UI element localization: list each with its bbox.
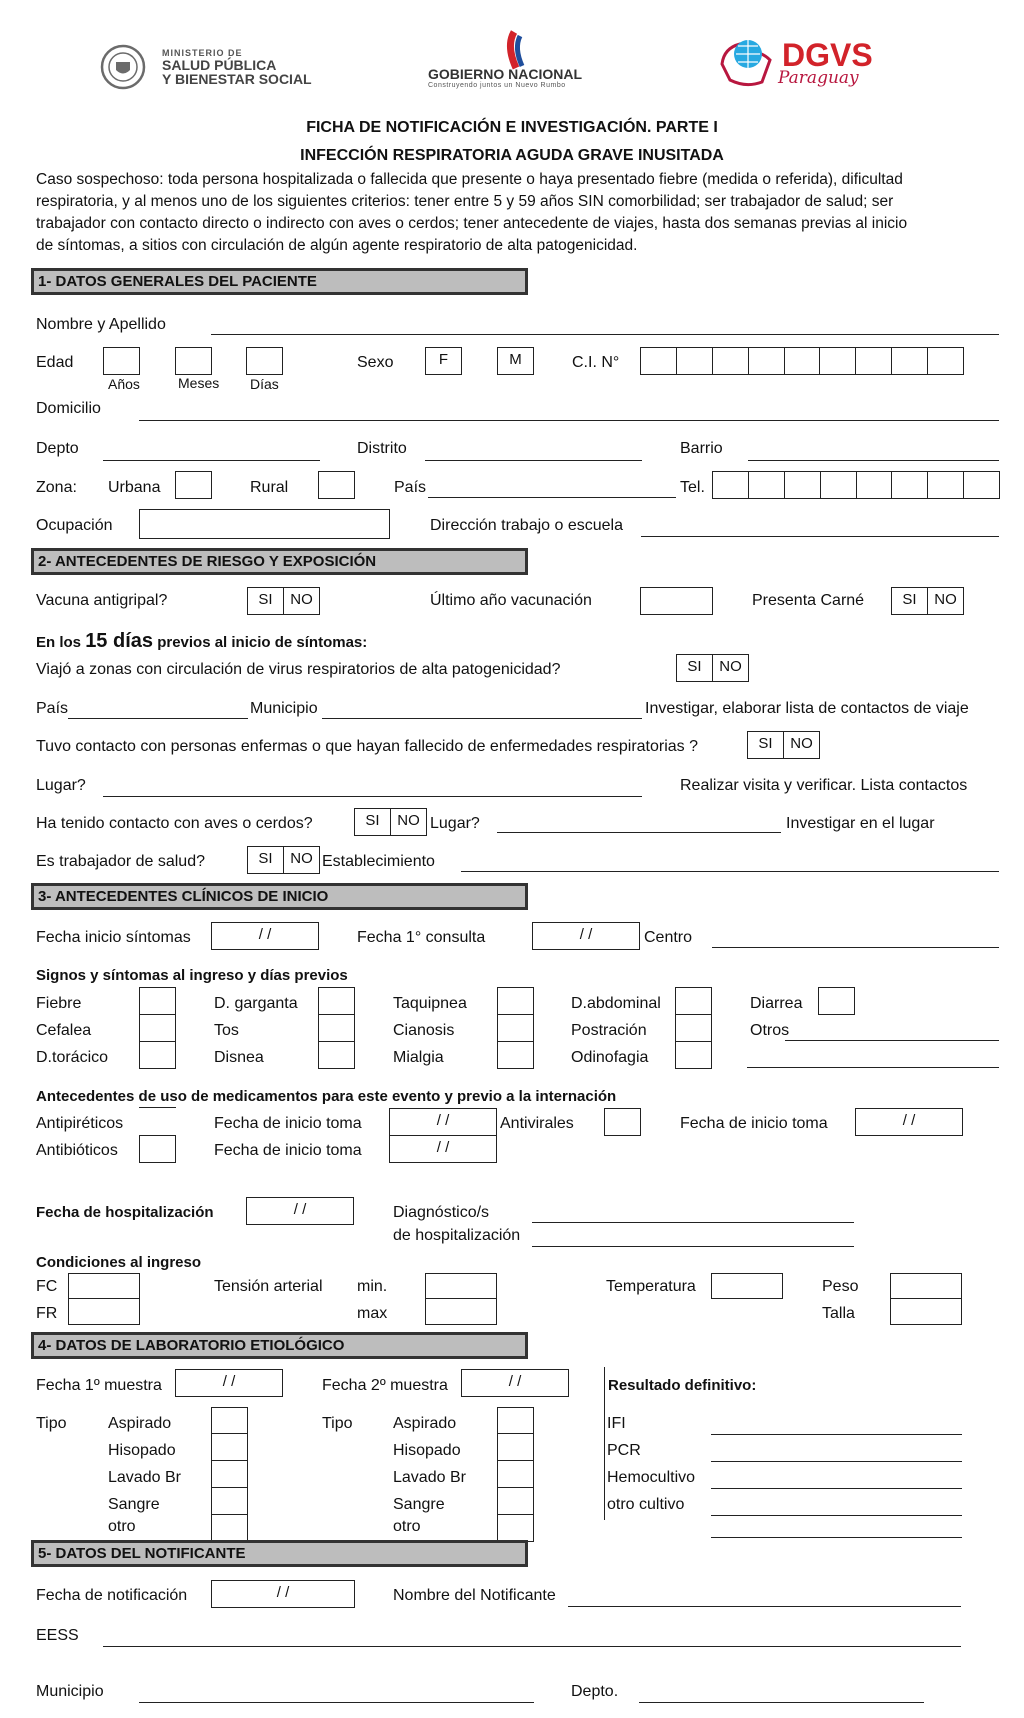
- symptom-checkbox-col-4[interactable]: [675, 987, 712, 1069]
- gobierno-subtitle: Construyendo juntos un Nuevo Rumbo: [428, 82, 566, 89]
- divider: [211, 1487, 248, 1488]
- rural-label: Rural: [250, 479, 289, 496]
- contacto-si-box[interactable]: SI: [747, 731, 784, 759]
- symptom-label: D.abdominal: [571, 995, 661, 1012]
- resultado-item: otro cultivo: [607, 1496, 685, 1513]
- divider: [318, 1041, 355, 1042]
- en-los-text: En los: [36, 634, 82, 651]
- viajo-no-box[interactable]: NO: [712, 654, 749, 682]
- sexo-label: Sexo: [357, 354, 394, 371]
- temperatura-field[interactable]: [711, 1273, 783, 1299]
- fecha-hosp-label: Fecha de hospitalización: [36, 1204, 214, 1221]
- ministry-seal-icon: [100, 44, 146, 90]
- form-title: FICHA DE NOTIFICACIÓN E INVESTIGACIÓN. PARTE I: [306, 119, 718, 136]
- divider: [425, 1298, 497, 1299]
- fecha-hosp-field[interactable]: / /: [246, 1197, 354, 1225]
- peso-label: Peso: [822, 1278, 859, 1295]
- divider: [211, 1460, 248, 1461]
- symptom-checkbox-col-1[interactable]: [139, 987, 176, 1069]
- eess-label: EESS: [36, 1627, 79, 1644]
- centro-label: Centro: [644, 929, 693, 946]
- direccion-field[interactable]: [641, 536, 999, 537]
- ci-field[interactable]: [640, 347, 964, 375]
- ministry-line3: Y BIENESTAR SOCIAL: [162, 71, 312, 87]
- ocupacion-field[interactable]: [139, 509, 390, 539]
- barrio-label: Barrio: [680, 440, 723, 457]
- symptom-label: Otros: [750, 1022, 790, 1039]
- rural-box[interactable]: [318, 471, 355, 499]
- depto-label: Depto: [36, 440, 79, 457]
- symptom-label: D.torácico: [36, 1049, 109, 1066]
- section3-header: 3- ANTECEDENTES CLÍNICOS DE INICIO: [31, 883, 528, 910]
- diagnostico-label: Diagnóstico/s: [393, 1204, 490, 1221]
- urbana-box[interactable]: [175, 471, 212, 499]
- symptom-label: Taquipnea: [393, 995, 467, 1012]
- fecha-toma-antivirales[interactable]: / /: [855, 1108, 963, 1136]
- fecha-toma-antibioticos[interactable]: / /: [389, 1135, 497, 1163]
- form-subtitle: INFECCIÓN RESPIRATORIA AGUDA GRAVE INUSITADA: [300, 147, 724, 164]
- medicamentos-heading: Antecedentes de uso de medicamentos para este evento y previo a la internación: [36, 1088, 617, 1105]
- tel-field[interactable]: [712, 471, 1000, 499]
- carne-label: Presenta Carné: [752, 592, 865, 609]
- symptom-label: D. garganta: [214, 995, 298, 1012]
- resultado-item: IFI: [607, 1415, 626, 1432]
- pais-field[interactable]: [428, 497, 676, 498]
- tel-label: Tel.: [680, 479, 705, 496]
- viaje-municipio-label: Municipio: [250, 700, 318, 717]
- divider: [604, 1367, 605, 1520]
- tension-field[interactable]: [425, 1273, 497, 1325]
- realizar-visita-note: Realizar visita y verificar. Lista contactos: [680, 777, 968, 794]
- viaje-pais-field[interactable]: [68, 718, 248, 719]
- notif-municipio-label: Municipio: [36, 1683, 104, 1700]
- vacuna-label: Vacuna antigripal?: [36, 592, 168, 609]
- tipo-item: otro: [393, 1518, 421, 1535]
- diarrea-checkbox[interactable]: [818, 987, 855, 1015]
- symptom-checkbox-col-3[interactable]: [497, 987, 534, 1069]
- aves-si-box[interactable]: SI: [354, 808, 391, 836]
- diagnostico-field[interactable]: [532, 1222, 854, 1223]
- gobierno-title: GOBIERNO NACIONAL: [428, 66, 582, 82]
- resultado-otro-field-2[interactable]: [711, 1537, 962, 1538]
- ministry-line2: SALUD PÚBLICA: [162, 57, 277, 73]
- fc-label: FC: [36, 1278, 58, 1295]
- resultado-ifi-field[interactable]: [711, 1434, 962, 1435]
- resultado-hemocultivo-field[interactable]: [711, 1488, 962, 1489]
- fecha-notificacion-field[interactable]: / /: [211, 1580, 355, 1608]
- gobierno-flag-icon: [500, 30, 530, 70]
- sexo-m-box[interactable]: M: [497, 347, 534, 375]
- symptom-label: Tos: [214, 1022, 239, 1039]
- antibioticos-checkbox[interactable]: [139, 1135, 176, 1163]
- symptom-label: Odinofagia: [571, 1049, 649, 1066]
- aves-lugar-field[interactable]: [497, 832, 781, 833]
- section1-header: 1- DATOS GENERALES DEL PACIENTE: [31, 268, 528, 295]
- fecha-toma-label: Fecha de inicio toma: [214, 1115, 362, 1132]
- symptom-label: Disnea: [214, 1049, 264, 1066]
- vacuna-no-box[interactable]: NO: [283, 587, 320, 615]
- dias-label: Días: [250, 376, 279, 392]
- aves-no-box[interactable]: NO: [390, 808, 427, 836]
- talla-label: Talla: [822, 1305, 855, 1322]
- notif-depto-field[interactable]: [639, 1702, 924, 1703]
- quince-dias-heading: [36, 630, 367, 653]
- ultimo-anio-field[interactable]: [640, 587, 713, 615]
- tipo-item: otro: [108, 1518, 136, 1535]
- investigar-lugar-note: Investigar en el lugar: [786, 815, 935, 832]
- tipo1-checkboxes[interactable]: [211, 1407, 248, 1542]
- fecha1-field[interactable]: / /: [175, 1369, 283, 1397]
- divider: [497, 1041, 534, 1042]
- antipireticos-field[interactable]: [139, 1107, 176, 1108]
- diagnostico-field-2[interactable]: [532, 1246, 854, 1247]
- divider: [139, 1041, 176, 1042]
- resultado-heading: Resultado definitivo:: [608, 1377, 757, 1394]
- symptom-label: Diarrea: [750, 995, 803, 1012]
- urbana-label: Urbana: [108, 479, 161, 496]
- ocupacion-label: Ocupación: [36, 517, 113, 534]
- tipo-item: Sangre: [393, 1496, 445, 1513]
- divider: [318, 1014, 355, 1015]
- divider: [890, 1298, 962, 1299]
- resultado-pcr-field[interactable]: [711, 1461, 962, 1462]
- globe-icon: [718, 34, 776, 90]
- tipo-item: Sangre: [108, 1496, 160, 1513]
- trabajador-no-box[interactable]: NO: [283, 846, 320, 874]
- divider: [497, 1433, 534, 1434]
- trabajador-si-box[interactable]: SI: [247, 846, 284, 874]
- fecha-toma-label: Fecha de inicio toma: [214, 1142, 362, 1159]
- tipo2-checkboxes[interactable]: [497, 1407, 534, 1542]
- symptom-label: Fiebre: [36, 995, 82, 1012]
- tipo-item: Lavado Br: [393, 1469, 466, 1486]
- lugar-field[interactable]: [103, 796, 642, 797]
- divider: [675, 1014, 712, 1015]
- fecha-toma-antipireticos[interactable]: / /: [389, 1108, 497, 1136]
- symptom-label: Mialgia: [393, 1049, 444, 1066]
- diagnostico-label-2: de hospitalización: [393, 1227, 521, 1244]
- establecimiento-field[interactable]: [461, 871, 999, 872]
- direccion-label: Dirección trabajo o escuela: [430, 517, 623, 534]
- distrito-field[interactable]: [425, 460, 642, 461]
- resultado-item: Hemocultivo: [607, 1469, 696, 1486]
- tipo-item: Aspirado: [108, 1415, 172, 1432]
- nombre-notificante-field[interactable]: [568, 1606, 961, 1607]
- symptom-label: Cefalea: [36, 1022, 92, 1039]
- symptom-label: Postración: [571, 1022, 647, 1039]
- carne-no-box[interactable]: NO: [927, 587, 964, 615]
- viajo-label: Viajó a zonas con circulación de virus respiratorios de alta patogenicidad?: [36, 661, 561, 678]
- resultado-item: PCR: [607, 1442, 641, 1459]
- nombre-notificante-label: Nombre del Notificante: [393, 1587, 556, 1604]
- depto-field[interactable]: [103, 460, 320, 461]
- divider: [68, 1298, 140, 1299]
- divider: [497, 1014, 534, 1015]
- fecha2-label: Fecha 2º muestra: [322, 1377, 448, 1394]
- edad-anios-field[interactable]: [103, 347, 140, 375]
- divider: [497, 1487, 534, 1488]
- nombre-field[interactable]: [211, 334, 999, 335]
- aves-lugar-label: Lugar?: [430, 815, 480, 832]
- antivirales-checkbox[interactable]: [604, 1108, 641, 1136]
- fr-label: FR: [36, 1305, 58, 1322]
- intro-line: de síntomas, a sitios con circulación de algún agente respiratorio de alta patogenicidad.: [36, 237, 638, 254]
- aves-label: Ha tenido contacto con aves o cerdos?: [36, 815, 313, 832]
- fecha1-label: Fecha 1º muestra: [36, 1377, 162, 1394]
- eess-field[interactable]: [103, 1646, 961, 1647]
- zona-label: Zona:: [36, 479, 77, 496]
- fecha2-field[interactable]: / /: [461, 1369, 569, 1397]
- antibioticos-label: Antibióticos: [36, 1142, 118, 1159]
- antipireticos-label: Antipiréticos: [36, 1115, 124, 1132]
- divider: [139, 1014, 176, 1015]
- antivirales-label: Antivirales: [500, 1115, 574, 1132]
- nombre-label: Nombre y Apellido: [36, 316, 166, 333]
- establecimiento-label: Establecimiento: [322, 853, 435, 870]
- intro-line: trabajador con contacto directo o indirecto con aves o cerdos; tener antecedente de viajes, hasta dos semanas previas al inicio: [36, 215, 908, 232]
- divider: [497, 1514, 534, 1515]
- ministry-line1: MINISTERIO DE: [162, 48, 243, 58]
- temperatura-label: Temperatura: [606, 1278, 696, 1295]
- notif-depto-label: Depto.: [571, 1683, 619, 1700]
- fecha-inicio-label: Fecha inicio síntomas: [36, 929, 191, 946]
- min-label: min.: [357, 1278, 388, 1295]
- condiciones-heading: Condiciones al ingreso: [36, 1254, 202, 1271]
- centro-field[interactable]: [712, 947, 999, 948]
- max-label: max: [357, 1305, 388, 1322]
- domicilio-field[interactable]: [139, 420, 999, 421]
- contacto-no-box[interactable]: NO: [783, 731, 820, 759]
- trabajador-label: Es trabajador de salud?: [36, 853, 205, 870]
- fecha-consulta-label: Fecha 1° consulta: [357, 929, 486, 946]
- previos-text: previos al inicio de síntomas:: [157, 634, 368, 651]
- notif-municipio-field[interactable]: [139, 1702, 534, 1703]
- tipo-item: Aspirado: [393, 1415, 457, 1432]
- divider: [211, 1514, 248, 1515]
- investigar-viaje-note: Investigar, elaborar lista de contactos de viaje: [645, 700, 969, 717]
- meses-label: Meses: [178, 375, 220, 391]
- peso-talla-field[interactable]: [890, 1273, 962, 1325]
- carne-si-box[interactable]: SI: [891, 587, 928, 615]
- dgvs-title: DGVS: [782, 37, 873, 73]
- section5-header: 5- DATOS DEL NOTIFICANTE: [31, 1540, 528, 1567]
- symptom-label: Cianosis: [393, 1022, 455, 1039]
- fecha-consulta-field[interactable]: / /: [532, 922, 640, 950]
- tipo-label: Tipo: [36, 1415, 67, 1432]
- contacto-label: Tuvo contacto con personas enfermas o que hayan fallecido de enfermedades respiratorias ?: [36, 738, 699, 755]
- signos-heading: Signos y síntomas al ingreso y días previos: [36, 967, 348, 984]
- pais-label: País: [394, 479, 427, 496]
- viaje-pais-label: País: [36, 700, 69, 717]
- viajo-si-box[interactable]: SI: [676, 654, 713, 682]
- tipo-item: Lavado Br: [108, 1469, 181, 1486]
- fecha-notificacion-label: Fecha de notificación: [36, 1587, 188, 1604]
- sexo-f-box[interactable]: F: [425, 347, 462, 375]
- viaje-municipio-field[interactable]: [322, 718, 642, 719]
- tipo-item: Hisopado: [108, 1442, 176, 1459]
- fecha-toma-label: Fecha de inicio toma: [680, 1115, 828, 1132]
- quince-dias-text: 15 días: [85, 630, 154, 652]
- section2-header: 2- ANTECEDENTES DE RIESGO Y EXPOSICIÓN: [31, 548, 528, 575]
- ultimo-anio-label: Último año vacunación: [430, 592, 592, 609]
- barrio-field[interactable]: [748, 460, 999, 461]
- intro-line: respiratoria, y al menos uno de los siguientes criterios: tener entre 5 y 59 años SIN comorbilidad; ser trabajador de salud; ser: [36, 193, 894, 210]
- fc-fr-field[interactable]: [68, 1273, 140, 1325]
- symptom-checkbox-col-2[interactable]: [318, 987, 355, 1069]
- domicilio-label: Domicilio: [36, 400, 101, 417]
- tipo-item: Hisopado: [393, 1442, 461, 1459]
- distrito-label: Distrito: [357, 440, 407, 457]
- lugar-label: Lugar?: [36, 777, 86, 794]
- divider: [675, 1041, 712, 1042]
- divider: [497, 1460, 534, 1461]
- section4-header: 4- DATOS DE LABORATORIO ETIOLÓGICO: [31, 1332, 528, 1359]
- dgvs-subtitle: Paraguay: [778, 68, 859, 88]
- intro-line: Caso sospechoso: toda persona hospitalizada o fallecida que presente o haya presentado fiebre (medida o referida), dificultad: [36, 171, 903, 188]
- edad-dias-field[interactable]: [246, 347, 283, 375]
- divider: [211, 1433, 248, 1434]
- ci-label: C.I. N°: [572, 354, 620, 371]
- tipo-label: Tipo: [322, 1415, 353, 1432]
- otros-field-2[interactable]: [747, 1067, 999, 1068]
- edad-label: Edad: [36, 354, 74, 371]
- edad-meses-field[interactable]: [175, 347, 212, 375]
- tension-label: Tensión arterial: [214, 1278, 323, 1295]
- fecha-inicio-field[interactable]: / /: [211, 922, 319, 950]
- anios-label: Años: [108, 376, 140, 392]
- otros-field[interactable]: [785, 1040, 999, 1041]
- vacuna-si-box[interactable]: SI: [247, 587, 284, 615]
- resultado-otro-field[interactable]: [711, 1515, 962, 1516]
